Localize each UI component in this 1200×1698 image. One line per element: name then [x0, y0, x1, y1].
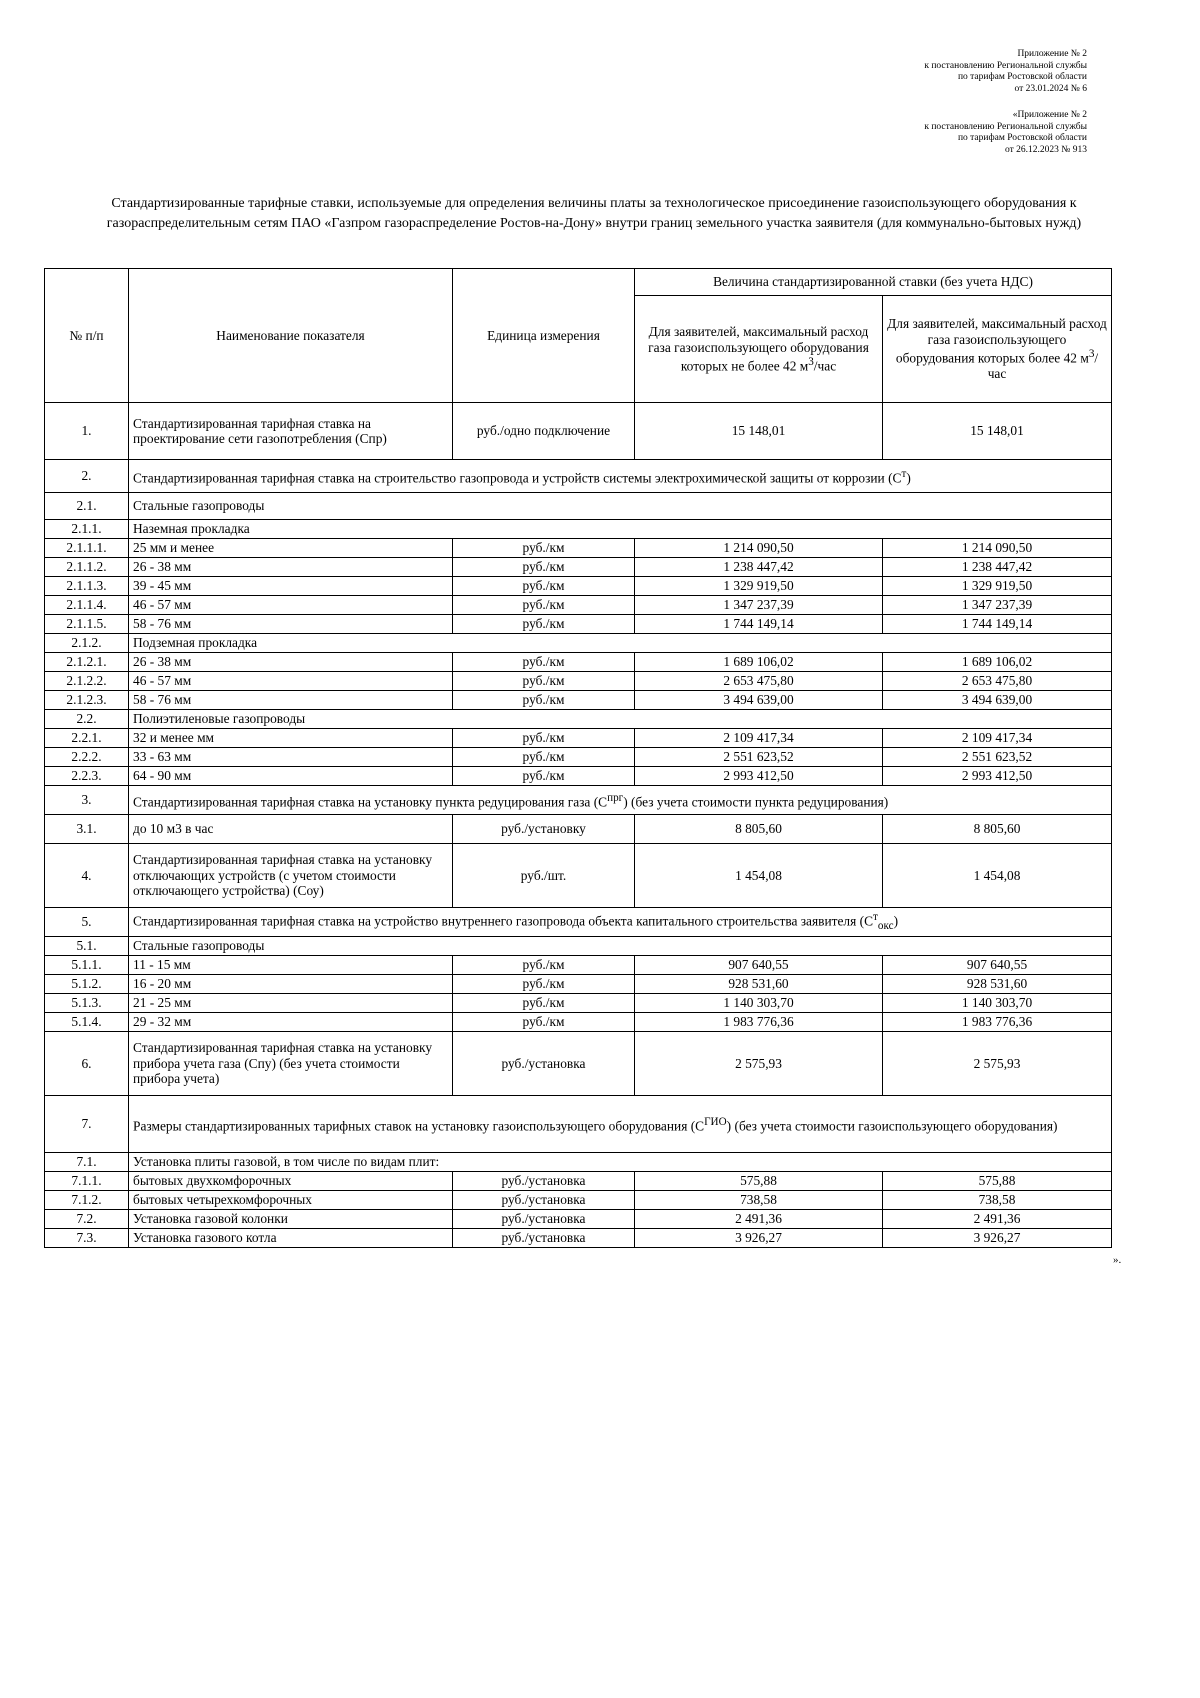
row-num: 3.1. [45, 815, 129, 844]
row-num: 7. [45, 1096, 129, 1153]
table-row [45, 653, 1112, 672]
table-row [45, 577, 1112, 596]
header-per-hour: /час [813, 358, 837, 374]
header-col-gt42 [883, 296, 1112, 403]
row-num: 5.1. [45, 937, 129, 956]
row-num: 2. [45, 460, 129, 493]
row-name: 64 - 90 мм [129, 767, 453, 786]
row-value-le42: 1 983 776,36 [635, 1013, 883, 1032]
row-name: Полиэтиленовые газопроводы [129, 710, 1112, 729]
row-name: 39 - 45 мм [129, 577, 453, 596]
row-num: 5.1.2. [45, 975, 129, 994]
row-name-end: ) (без учета стоимости пункта редуцирования) [623, 793, 889, 809]
row-num: 5. [45, 908, 129, 937]
row-unit: руб./км [453, 539, 635, 558]
row-name: 16 - 20 мм [129, 975, 453, 994]
row-num: 2.2.2. [45, 748, 129, 767]
row-unit: руб./км [453, 691, 635, 710]
table-row [45, 786, 1112, 815]
row-value-le42: 1 329 919,50 [635, 577, 883, 596]
header-num: № п/п [45, 269, 129, 403]
appendix-line: к постановлению Региональной службы [924, 60, 1087, 71]
appendix-previous [924, 110, 1087, 156]
row-unit: руб./км [453, 956, 635, 975]
row-name: Наземная прокладка [129, 520, 1112, 539]
row-name: Установка газового котла [129, 1229, 453, 1248]
table-row [45, 691, 1112, 710]
appendix-line: по тарифам Ростовской области [957, 133, 1087, 143]
row-value-gt42: 15 148,01 [883, 403, 1112, 460]
table-row [45, 815, 1112, 844]
row-value-gt42: 1 347 237,39 [883, 596, 1112, 615]
row-unit: руб./км [453, 975, 635, 994]
row-unit: руб./установка [453, 1191, 635, 1210]
row-value-le42: 738,58 [635, 1191, 883, 1210]
table-row [45, 1153, 1112, 1172]
row-num: 4. [45, 844, 129, 908]
table-row [45, 1210, 1112, 1229]
row-name: 46 - 57 мм [129, 672, 453, 691]
appendix-line: «Приложение № 2 [1012, 110, 1087, 120]
row-value-gt42: 928 531,60 [883, 975, 1112, 994]
appendix-line: от 26.12.2023 № 913 [1005, 144, 1087, 155]
row-num: 5.1.3. [45, 994, 129, 1013]
row-unit: руб./км [453, 615, 635, 634]
row-name-end: ) [906, 469, 911, 485]
row-num: 2.1.1.2. [45, 558, 129, 577]
row-num: 2.1.2.3. [45, 691, 129, 710]
table-row [45, 520, 1112, 539]
table-row [45, 767, 1112, 786]
appendix-line: Приложение № 2 [1017, 49, 1087, 59]
row-unit: руб./км [453, 729, 635, 748]
row-name: Установка плиты газовой, в том числе по видам плит: [129, 1153, 1112, 1172]
row-name-end: ) [893, 913, 899, 929]
header-col-le42 [635, 296, 883, 403]
table-row [45, 1229, 1112, 1248]
table-row [45, 493, 1112, 520]
row-unit: руб./км [453, 1013, 635, 1032]
table-row [45, 1096, 1112, 1153]
row-unit: руб./км [453, 748, 635, 767]
row-name: Стандартизированная тарифная ставка на установку отключающих устройств (с учетом стоимости отключающего устройства) (Соу) [129, 844, 453, 908]
document-title [40, 194, 1148, 234]
title-line-1: Стандартизированные тарифные ставки, используемые для определения величины платы за технологическое присоединение газоиспользующего оборудования к [111, 196, 1077, 211]
table-row [45, 1172, 1112, 1191]
row-name: Подземная прокладка [129, 634, 1112, 653]
table-row [45, 710, 1112, 729]
table-row [45, 937, 1112, 956]
row-name: 26 - 38 мм [129, 558, 453, 577]
row-value-gt42: 3 926,27 [883, 1229, 1112, 1248]
superscript: т [901, 467, 907, 480]
row-num: 6. [45, 1032, 129, 1096]
appendix-line: от 23.01.2024 № 6 [1014, 83, 1087, 94]
row-value-gt42: 1 140 303,70 [883, 994, 1112, 1013]
superscript: 3 [1088, 348, 1095, 361]
appendix-current [924, 49, 1087, 95]
row-value-gt42: 1 454,08 [883, 844, 1112, 908]
table-row [45, 908, 1112, 937]
row-unit: руб./установку [453, 815, 635, 844]
row-value-gt42: 2 993 412,50 [883, 767, 1112, 786]
table-row [45, 634, 1112, 653]
row-num: 2.1. [45, 493, 129, 520]
row-unit: руб./км [453, 577, 635, 596]
row-value-le42: 575,88 [635, 1172, 883, 1191]
table-row [45, 1191, 1112, 1210]
row-unit: руб./шт. [453, 844, 635, 908]
row-name-text: Стандартизированная тарифная ставка на строительство газопровода и устройств системы электрохимической защиты от коррозии (С [133, 469, 902, 485]
row-num: 2.2.3. [45, 767, 129, 786]
row-name: до 10 м3 в час [129, 815, 453, 844]
row-name: Стальные газопроводы [129, 493, 1112, 520]
row-unit: руб./км [453, 672, 635, 691]
row-value-le42: 3 494 639,00 [635, 691, 883, 710]
row-value-gt42: 2 575,93 [883, 1032, 1112, 1096]
row-unit: руб./км [453, 596, 635, 615]
row-num: 2.1.2.2. [45, 672, 129, 691]
row-value-gt42: 1 689 106,02 [883, 653, 1112, 672]
row-num: 2.1.1. [45, 520, 129, 539]
row-name: 46 - 57 мм [129, 596, 453, 615]
header-unit: Единица измерения [453, 269, 635, 403]
row-value-gt42: 1 329 919,50 [883, 577, 1112, 596]
table-row [45, 975, 1112, 994]
row-name: 25 мм и менее [129, 539, 453, 558]
row-value-le42: 15 148,01 [635, 403, 883, 460]
row-value-le42: 2 551 623,52 [635, 748, 883, 767]
header-value-group: Величина стандартизированной ставки (без учета НДС) [635, 269, 1112, 296]
row-value-le42: 1 689 106,02 [635, 653, 883, 672]
row-num: 2.1.1.1. [45, 539, 129, 558]
row-value-le42: 928 531,60 [635, 975, 883, 994]
table-row [45, 596, 1112, 615]
row-num: 2.1.1.4. [45, 596, 129, 615]
table-row [45, 539, 1112, 558]
superscript: ГИО [704, 1115, 727, 1128]
row-name [129, 460, 1112, 493]
row-num: 2.2.1. [45, 729, 129, 748]
row-value-gt42: 1 214 090,50 [883, 539, 1112, 558]
row-value-gt42: 3 494 639,00 [883, 691, 1112, 710]
row-value-gt42: 738,58 [883, 1191, 1112, 1210]
row-num: 7.3. [45, 1229, 129, 1248]
row-unit: руб./км [453, 653, 635, 672]
row-value-gt42: 575,88 [883, 1172, 1112, 1191]
row-value-le42: 2 993 412,50 [635, 767, 883, 786]
row-value-gt42: 1 238 447,42 [883, 558, 1112, 577]
row-num: 1. [45, 403, 129, 460]
row-value-le42: 1 140 303,70 [635, 994, 883, 1013]
row-value-gt42: 1 983 776,36 [883, 1013, 1112, 1032]
row-num: 2.1.1.5. [45, 615, 129, 634]
row-value-le42: 1 454,08 [635, 844, 883, 908]
row-name: 26 - 38 мм [129, 653, 453, 672]
row-value-gt42: 2 491,36 [883, 1210, 1112, 1229]
superscript: т [873, 910, 878, 923]
row-name-text: Размеры стандартизированных тарифных ставок на установку газоиспользующего оборудования (С [133, 1117, 705, 1133]
row-value-le42: 1 744 149,14 [635, 615, 883, 634]
tariff-rates-table [44, 268, 1112, 1248]
row-value-le42: 907 640,55 [635, 956, 883, 975]
row-value-le42: 1 238 447,42 [635, 558, 883, 577]
table-row [45, 672, 1112, 691]
row-name-text: Стандартизированная тарифная ставка на установку пункта редуцирования газа (С [133, 793, 608, 809]
row-value-gt42: 2 551 623,52 [883, 748, 1112, 767]
row-name: 11 - 15 мм [129, 956, 453, 975]
appendix-line: к постановлению Региональной службы [924, 121, 1087, 132]
row-name: 29 - 32 мм [129, 1013, 453, 1032]
row-num: 7.1.1. [45, 1172, 129, 1191]
row-value-le42: 1 214 090,50 [635, 539, 883, 558]
row-unit: руб./установка [453, 1032, 635, 1096]
row-num: 2.1.1.3. [45, 577, 129, 596]
table-row [45, 748, 1112, 767]
row-num: 2.1.2. [45, 634, 129, 653]
row-value-le42: 2 109 417,34 [635, 729, 883, 748]
row-name: 58 - 76 мм [129, 615, 453, 634]
appendix-line: по тарифам Ростовской области [957, 72, 1087, 82]
row-num: 7.1. [45, 1153, 129, 1172]
table-row [45, 729, 1112, 748]
subscript: окс [877, 919, 894, 932]
row-name: Стальные газопроводы [129, 937, 1112, 956]
row-value-le42: 2 653 475,80 [635, 672, 883, 691]
row-name: Установка газовой колонки [129, 1210, 453, 1229]
header-col-gt42-text: Для заявителей, максимальный расход газа газоиспользующего оборудования которых более 42 м [887, 316, 1107, 366]
row-num: 5.1.4. [45, 1013, 129, 1032]
row-value-le42: 2 491,36 [635, 1210, 883, 1229]
header-per-hour: /час [987, 350, 1099, 382]
row-unit: руб./установка [453, 1172, 635, 1191]
table-row [45, 403, 1112, 460]
table-row [45, 956, 1112, 975]
table-row [45, 615, 1112, 634]
superscript: 3 [808, 356, 814, 369]
row-unit: руб./км [453, 558, 635, 577]
row-value-le42: 8 805,60 [635, 815, 883, 844]
row-name: Стандартизированная тарифная ставка на установку прибора учета газа (Спу) (без учета стоимости прибора учета) [129, 1032, 453, 1096]
row-num: 7.2. [45, 1210, 129, 1229]
row-value-gt42: 8 805,60 [883, 815, 1112, 844]
table-row [45, 460, 1112, 493]
row-unit: руб./км [453, 767, 635, 786]
row-num: 2.1.2.1. [45, 653, 129, 672]
row-name [129, 786, 1112, 815]
table-row [45, 1013, 1112, 1032]
superscript: прг [607, 791, 624, 804]
table-row [45, 844, 1112, 908]
row-value-le42: 1 347 237,39 [635, 596, 883, 615]
title-line-2: газораспределительным сетям ПАО «Газпром газораспределение Ростов-на-Дону» внутри границ земельного участка заявителя (для коммунально-бытовых нужд) [106, 216, 1082, 231]
row-name: бытовых двухкомфорочных [129, 1172, 453, 1191]
closing-quote: ». [1113, 1254, 1122, 1266]
row-name: Стандартизированная тарифная ставка на проектирование сети газопотребления (Спр) [129, 403, 453, 460]
row-name [129, 908, 1112, 937]
row-num: 7.1.2. [45, 1191, 129, 1210]
row-num: 2.2. [45, 710, 129, 729]
row-value-gt42: 907 640,55 [883, 956, 1112, 975]
row-value-gt42: 2 653 475,80 [883, 672, 1112, 691]
header-col-le42-text: Для заявителей, максимальный расход газа газоиспользующего оборудования которых не более 42 м [648, 324, 869, 374]
row-value-gt42: 1 744 149,14 [883, 615, 1112, 634]
row-name: 32 и менее мм [129, 729, 453, 748]
row-unit: руб./установка [453, 1229, 635, 1248]
row-name-text: Стандартизированная тарифная ставка на устройство внутреннего газопровода объекта капитального строительства заявителя (С [133, 913, 874, 929]
row-num: 5.1.1. [45, 956, 129, 975]
table-row [45, 1032, 1112, 1096]
row-name: 21 - 25 мм [129, 994, 453, 1013]
row-name: 58 - 76 мм [129, 691, 453, 710]
header-name: Наименование показателя [129, 269, 453, 403]
row-name: бытовых четырехкомфорочных [129, 1191, 453, 1210]
row-value-gt42: 2 109 417,34 [883, 729, 1112, 748]
row-unit: руб./установка [453, 1210, 635, 1229]
row-unit: руб./км [453, 994, 635, 1013]
table-row [45, 558, 1112, 577]
row-name: 33 - 63 мм [129, 748, 453, 767]
row-value-le42: 3 926,27 [635, 1229, 883, 1248]
table-row [45, 994, 1112, 1013]
row-name [129, 1096, 1112, 1153]
row-name-end: ) (без учета стоимости газоиспользующего оборудования) [726, 1117, 1058, 1133]
row-unit: руб./одно подключение [453, 403, 635, 460]
row-value-le42: 2 575,93 [635, 1032, 883, 1096]
row-num: 3. [45, 786, 129, 815]
